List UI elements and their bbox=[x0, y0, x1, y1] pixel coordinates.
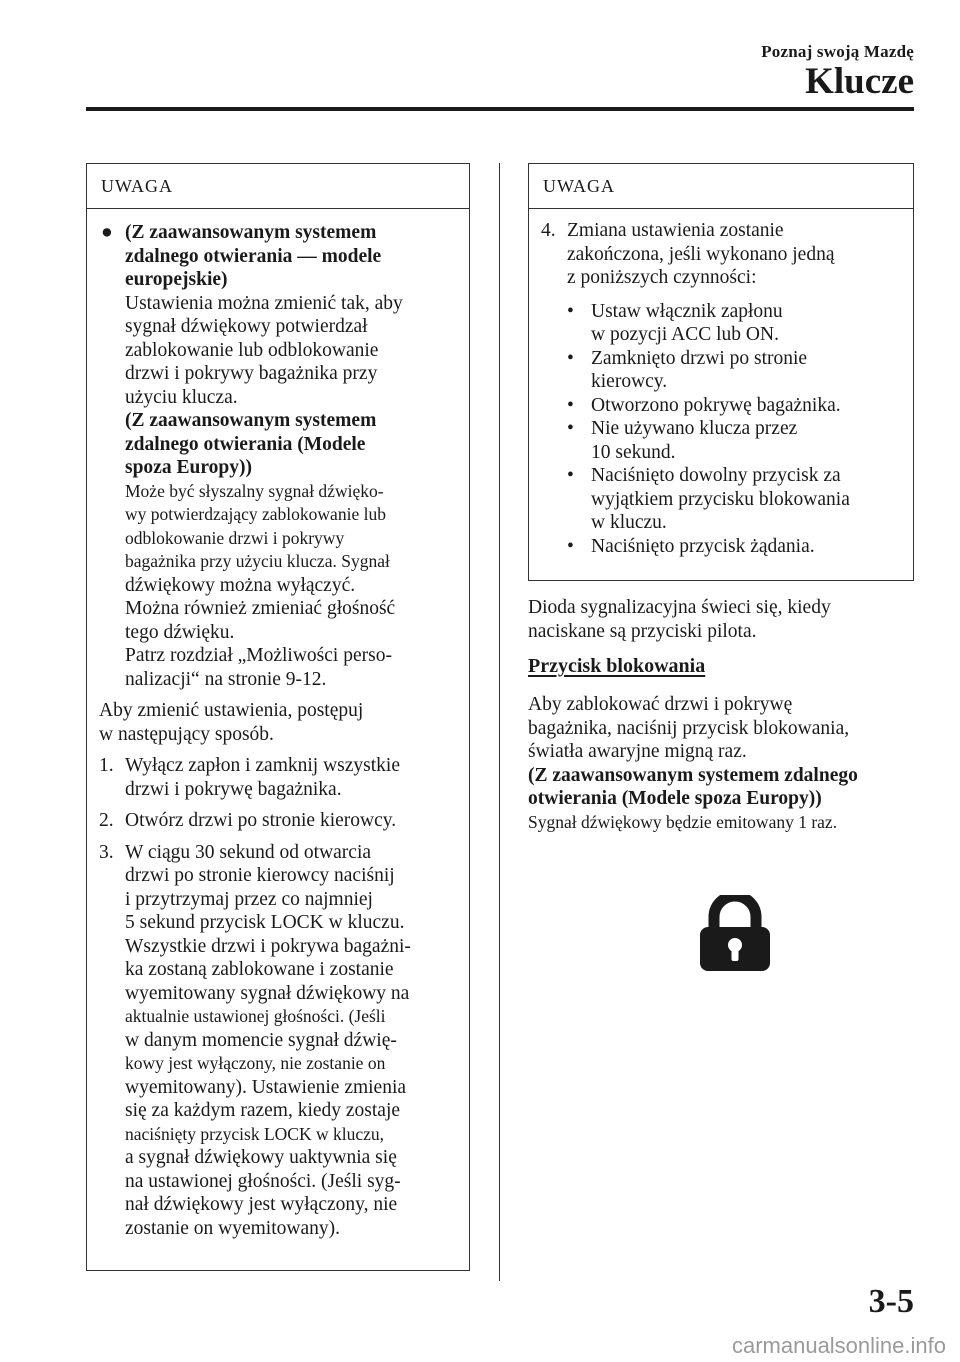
text-line: nalizacji“ na stronie 9-12. bbox=[125, 668, 327, 690]
text-line: ka zostaną zablokowane i zostanie bbox=[125, 959, 394, 980]
bullet-icon: • bbox=[567, 535, 574, 557]
text-line: Wszystkie drzwi i pokrywa bagażni- bbox=[125, 935, 411, 957]
text-line: Naciśnięto dowolny przycisk za bbox=[591, 465, 841, 486]
text-line: sygnał dźwiękowy potwierdzał bbox=[125, 316, 368, 337]
bold-line: spoza Europy)) bbox=[125, 457, 252, 478]
bold-line: otwierania (Modele spoza Europy)) bbox=[528, 788, 822, 809]
text-line: Ustaw włącznik zapłonu bbox=[591, 300, 783, 322]
text-line: tego dźwięku. bbox=[125, 621, 235, 643]
text-line: kowy jest wyłączony, nie zostanie on bbox=[125, 1053, 386, 1073]
text-line: na ustawionej głośności. (Jeśli syg- bbox=[125, 1170, 401, 1192]
bold-line: (Z zaawansowanym systemem bbox=[125, 222, 377, 243]
text-line: Nie używano klucza przez bbox=[591, 418, 798, 439]
text-line: Ustawienia można zmienić tak, aby bbox=[125, 292, 403, 314]
bullet-icon: • bbox=[567, 418, 574, 439]
text-line: światła awaryjne migną raz. bbox=[528, 741, 747, 762]
note-box-left bbox=[86, 163, 470, 1271]
bullet-icon: • bbox=[567, 347, 574, 369]
text-line: drzwi po stronie kierowcy naciśnij bbox=[125, 865, 395, 886]
step-number: 4. bbox=[541, 220, 556, 241]
step-number: 2. bbox=[99, 810, 114, 831]
text-line: kierowcy. bbox=[591, 371, 668, 392]
note-bullet-item bbox=[99, 221, 459, 691]
step-item bbox=[541, 219, 903, 558]
text-line: drzwi i pokrywy bagażnika przy bbox=[125, 363, 378, 384]
step-number: 3. bbox=[99, 841, 114, 863]
text-line: Można również zmieniać głośność bbox=[125, 598, 396, 619]
step-item bbox=[99, 841, 459, 1241]
text-line: drzwi i pokrywę bagażnika. bbox=[125, 778, 342, 800]
condition-list bbox=[567, 300, 903, 559]
text-line: wy potwierdzający zablokowanie lub bbox=[125, 504, 386, 524]
text-line: Zamknięto drzwi po stronie bbox=[591, 347, 808, 369]
note-box-right bbox=[528, 163, 914, 581]
text-line: Naciśnięto przycisk żądania. bbox=[591, 535, 815, 557]
step-item bbox=[99, 754, 459, 801]
text-line: aktualnie ustawionej głośności. (Jeśli bbox=[125, 1006, 386, 1026]
bullet-icon: • bbox=[567, 465, 574, 486]
text-line: Aby zablokować drzwi i pokrywę bbox=[528, 694, 793, 715]
text-line: odblokowanie drzwi i pokrywy bbox=[125, 527, 345, 548]
list-item bbox=[567, 300, 903, 347]
text-line: Sygnał dźwiękowy będzie emitowany 1 raz. bbox=[528, 811, 838, 832]
text-line: w kluczu. bbox=[591, 512, 667, 533]
text-line: w danym momencie sygnał dźwię- bbox=[125, 1029, 397, 1051]
bold-line: (Z zaawansowanym systemem bbox=[125, 410, 377, 431]
text-line: Może być słyszalny sygnał dźwięko- bbox=[125, 480, 384, 501]
text-line: Zmiana ustawienia zostanie bbox=[567, 220, 784, 241]
text-line: 10 sekund. bbox=[591, 441, 676, 463]
text-line: wyjątkiem przycisku blokowania bbox=[591, 488, 850, 510]
step-number: 1. bbox=[99, 755, 114, 776]
list-item bbox=[567, 417, 903, 464]
note-body bbox=[87, 209, 469, 1240]
bold-line: europejskie) bbox=[125, 269, 228, 290]
text-line: z poniższych czynności: bbox=[567, 267, 757, 288]
lock-paragraph bbox=[528, 693, 920, 834]
text-line: bagażnika, naciśnij przycisk blokowania, bbox=[528, 717, 850, 739]
column-divider bbox=[499, 163, 500, 1281]
text-line: Aby zmienić ustawienia, postępuj bbox=[99, 700, 364, 721]
section-heading-lock-button: Przycisk blokowania bbox=[528, 655, 706, 677]
text-line: Otworzono pokrywę bagażnika. bbox=[591, 394, 841, 416]
text-line: wyemitowany). Ustawienie zmienia bbox=[125, 1076, 407, 1098]
text-line: się za każdym razem, kiedy zostaje bbox=[125, 1100, 401, 1121]
list-item bbox=[567, 394, 903, 418]
list-item bbox=[567, 347, 903, 394]
step-item bbox=[99, 809, 459, 833]
bold-line: zdalnego otwierania (Modele bbox=[125, 433, 366, 455]
bold-line: zdalnego otwierania — modele bbox=[125, 245, 382, 267]
text-line: zakończona, jeśli wykonano jedną bbox=[567, 243, 835, 265]
intro-paragraph bbox=[99, 699, 459, 746]
text-line: wyemitowany sygnał dźwiękowy na bbox=[125, 982, 410, 1004]
bullet-icon: ● bbox=[101, 222, 113, 243]
text-line: Otwórz drzwi po stronie kierowcy. bbox=[125, 810, 397, 831]
bullet-icon: • bbox=[567, 300, 574, 322]
text-line: zablokowanie lub odblokowanie bbox=[125, 339, 379, 361]
bold-line: (Z zaawansowanym systemem zdalnego bbox=[528, 764, 858, 786]
indicator-paragraph bbox=[528, 596, 920, 643]
bullet-icon: • bbox=[567, 394, 574, 416]
text-line: W ciągu 30 sekund od otwarcia bbox=[125, 841, 372, 863]
text-line: Wyłącz zapłon i zamknij wszystkie bbox=[125, 755, 400, 776]
text-line: dźwiękowy można wyłączyć. bbox=[125, 574, 356, 596]
text-line: Patrz rozdział „Możliwości perso- bbox=[125, 645, 392, 666]
text-line: Dioda sygnalizacyjna świeci się, kiedy bbox=[528, 597, 831, 618]
note-heading: UWAGA bbox=[87, 164, 469, 209]
header-rule bbox=[86, 107, 914, 111]
text-line: nał dźwiękowy jest wyłączony, nie bbox=[125, 1194, 398, 1215]
page-number: 3-5 bbox=[868, 1283, 914, 1320]
chapter-label: Poznaj swoją Mazdę bbox=[761, 42, 914, 61]
text-line: w następujący sposób. bbox=[99, 723, 274, 745]
text-line: i przytrzymaj przez co najmniej bbox=[125, 888, 373, 910]
text-line: 5 sekund przycisk LOCK w kluczu. bbox=[125, 912, 405, 933]
text-line: w pozycji ACC lub ON. bbox=[591, 324, 779, 345]
list-item bbox=[567, 535, 903, 559]
text-line: a sygnał dźwiękowy uaktywnia się bbox=[125, 1147, 397, 1168]
note-heading: UWAGA bbox=[529, 164, 913, 209]
text-line: użyciu klucza. bbox=[125, 386, 238, 408]
text-line: naciśnięty przycisk LOCK w kluczu, bbox=[125, 1123, 385, 1144]
padlock-icon bbox=[692, 895, 778, 978]
page-title: Klucze bbox=[805, 61, 914, 102]
text-line: zostanie on wyemitowany). bbox=[125, 1217, 340, 1239]
watermark: carmanualsonline.info bbox=[731, 1333, 946, 1358]
text-line: bagażnika przy użyciu klucza. Sygnał bbox=[125, 551, 390, 571]
list-item bbox=[567, 464, 903, 535]
note-body bbox=[529, 209, 913, 558]
text-line: naciskane są przyciski pilota. bbox=[528, 620, 757, 642]
